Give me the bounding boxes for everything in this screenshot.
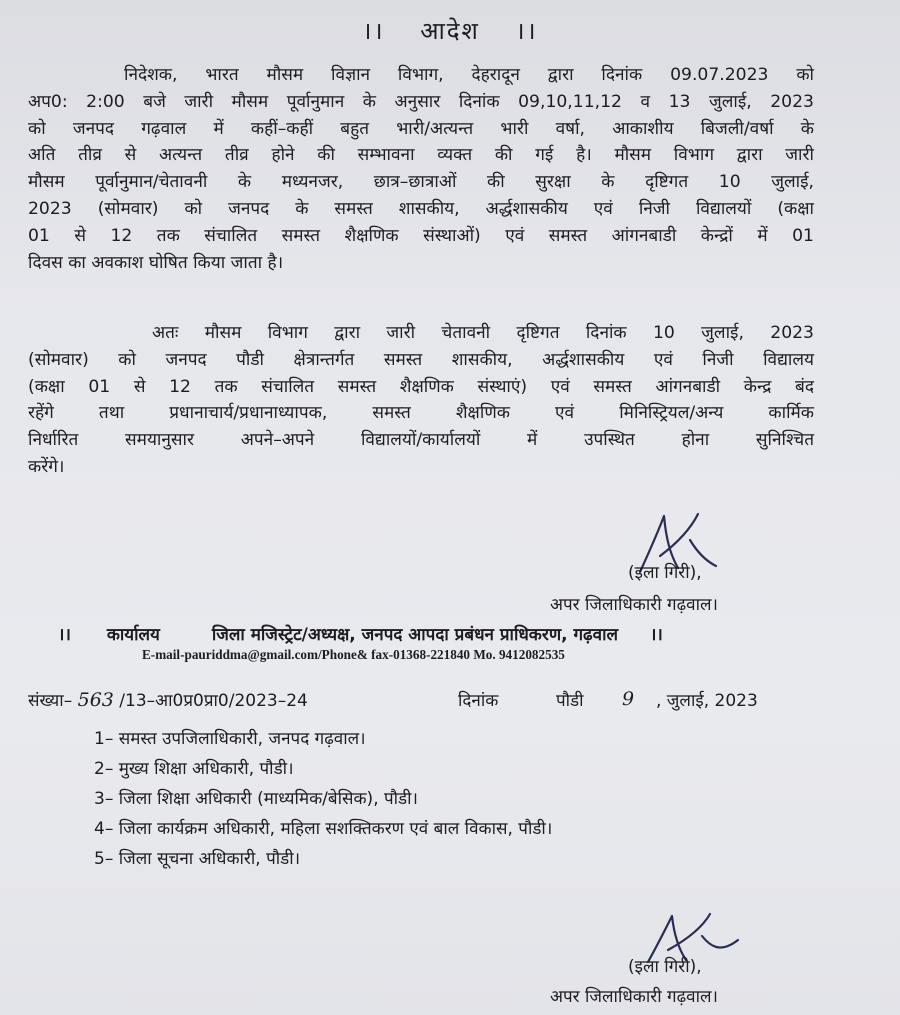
para1-line: निदेशक, भारत मौसम विज्ञान विभाग, देहरादून द्वारा दिनांक 09.07.2023 को: [124, 65, 814, 85]
order-paragraph-1: [28, 62, 814, 276]
date-day-handwritten: 9: [622, 688, 635, 710]
office-open-bars: ।।: [58, 625, 71, 645]
para1-line: अति तीव्र से अत्यन्त तीव्र होने की सम्भावना व्यक्त की गई है। मौसम विभाग द्वारा जारी: [28, 145, 814, 166]
signatory-designation: अपर जिलाधिकारी गढ़वाल।: [550, 987, 718, 1007]
signatory-name: (इला गिरी),: [628, 563, 702, 583]
office-label: कार्यालय: [106, 625, 160, 645]
reference-line: [28, 688, 808, 711]
para1-line: 2023 (सोमवार) को जनपद के समस्त शासकीय, अर्द्धशासकीय एवं निजी विद्यालयों (कक्षा: [28, 198, 814, 219]
para2-line: निर्धारित समयानुसार अपने–अपने विद्यालयों/कार्यालयों में उपस्थित होना सुनिश्चित: [28, 430, 814, 451]
order-paragraph-2: [28, 320, 814, 481]
para2-line: रहेंगे तथा प्रधानाचार्य/प्रधानाध्यापक, समस्त शैक्षणिक एवं मिनिस्ट्रियल/अन्य कार्मिक: [28, 403, 814, 424]
para2-line: (कक्षा 01 से 12 तक संचालित समस्त शैक्षणिक संस्थाएं) एवं समस्त आंगनबाडी केन्द्र बंद: [28, 376, 814, 397]
reference-label: संख्या–: [28, 691, 73, 711]
date-month-year: , जुलाई, 2023: [656, 691, 758, 711]
signatory-name: (इला गिरी),: [628, 957, 702, 977]
document-title: [0, 14, 900, 47]
para1-line: दिवस का अवकाश घोषित किया जाता है।: [28, 252, 284, 273]
para1-line: अप0: 2:00 बजे जारी मौसम पूर्वानुमान के अनुसार दिनांक 09,10,11,12 व 13 जुलाई, 2023: [28, 91, 814, 112]
office-text: जिला मजिस्ट्रेट/अध्यक्ष, जनपद आपदा प्रबंधन प्राधिकरण, गढ़वाल: [211, 625, 619, 645]
distribution-item: 4– जिला कार्यक्रम अधिकारी, महिला सशक्तिकरण एवं बाल विकास, पौडी।: [94, 819, 553, 839]
title-right-bars: ।।: [515, 17, 538, 45]
distribution-item: 1– समस्त उपजिलाधिकारी, जनपद गढ़वाल।: [94, 729, 366, 749]
reference-suffix: /13–आ0प्र0प्रा0/2023–24: [119, 691, 308, 711]
distribution-item: 2– मुख्य शिक्षा अधिकारी, पौडी।: [94, 759, 294, 779]
office-header: [58, 622, 798, 645]
para2-line: (सोमवार) को जनपद पौडी क्षेत्रान्तर्गत समस्त शासकीय, अर्द्धशासकीय एवं निजी विद्यालय: [28, 349, 814, 370]
distribution-list: [94, 724, 552, 874]
date-place: पौडी: [556, 691, 584, 711]
para2-line: अतः मौसम विभाग द्वारा जारी चेतावनी दृष्टिगत दिनांक 10 जुलाई, 2023: [152, 323, 814, 343]
signatory-designation: अपर जिलाधिकारी गढ़वाल।: [550, 595, 718, 615]
para2-line: करेंगे।: [28, 456, 65, 477]
office-close-bars: ।।: [649, 625, 663, 645]
para1-line: 01 से 12 तक संचालित समस्त शैक्षणिक संस्थाओं) एवं समस्त आंगनबाडी केन्द्रों में 01: [28, 225, 814, 246]
title-left-bars: ।।: [362, 17, 385, 45]
para1-line: मौसम पूर्वानुमान/चेतावनी के मध्यनजर, छात्र–छात्राओं की सुरक्षा के दृष्टिगत 10 जुलाई,: [28, 172, 814, 193]
reference-number-handwritten: 563: [77, 689, 114, 711]
distribution-item: 5– जिला सूचना अधिकारी, पौडी।: [94, 849, 301, 869]
date-label: दिनांक: [458, 691, 499, 711]
title-text: आदेश: [420, 17, 480, 45]
distribution-item: 3– जिला शिक्षा अधिकारी (माध्यमिक/बेसिक), पौडी।: [94, 789, 418, 809]
contact-line: E-mail-pauriddma@gmail.com/Phone& fax-01368-221840 Mo. 9412082535: [142, 647, 565, 662]
para1-line: को जनपद गढ़वाल में कहीं–कहीं बहुत भारी/अत्यन्त भारी वर्षा, आकाशीय बिजली/वर्षा के: [28, 118, 814, 139]
